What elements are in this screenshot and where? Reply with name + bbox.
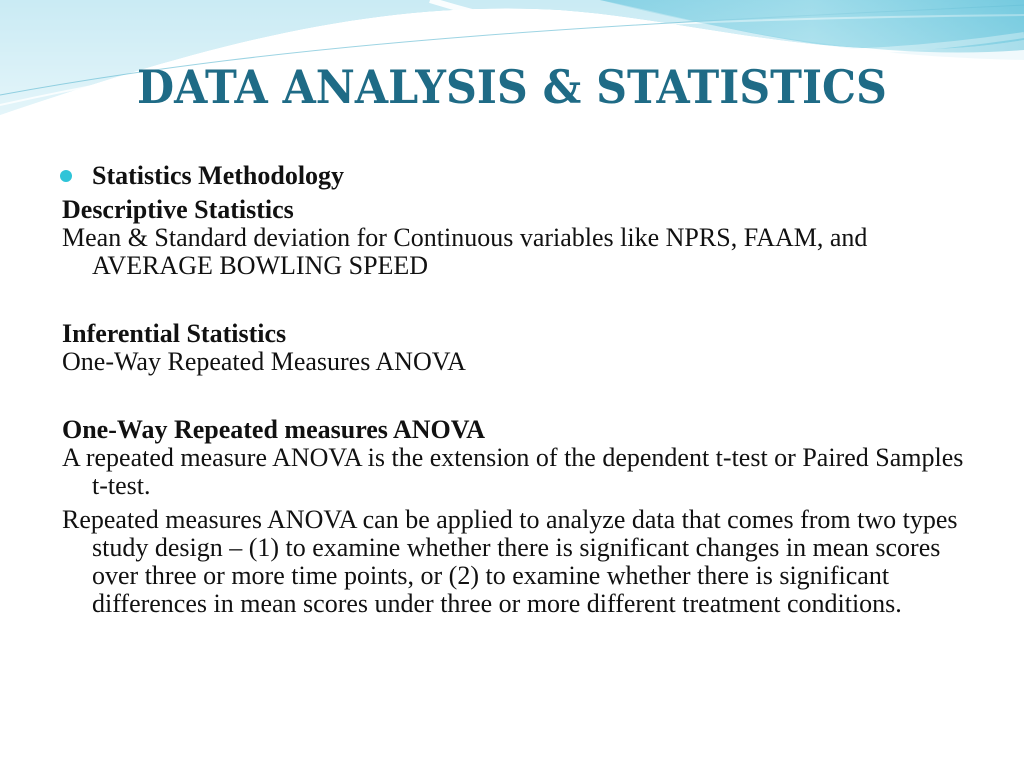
spacer xyxy=(62,382,972,416)
slide-title: DATA ANALYSIS & STATISTICS xyxy=(137,60,887,114)
bullet-item xyxy=(62,162,972,190)
inferential-text: One-Way Repeated Measures ANOVA xyxy=(62,347,466,376)
descriptive-text: Mean & Standard deviation for Continuous variables like NPRS, FAAM, and AVERAGE BOWLING SPEED xyxy=(62,223,868,280)
descriptive-heading: Descriptive Statistics xyxy=(62,195,294,224)
inferential-heading: Inferential Statistics xyxy=(62,319,287,348)
anova-heading: One-Way Repeated measures ANOVA xyxy=(62,415,485,444)
spacer xyxy=(62,286,972,320)
bullet-icon xyxy=(60,170,72,182)
slide-body xyxy=(62,162,972,624)
bullet-text: Statistics Methodology xyxy=(92,161,345,190)
anova-paragraph-1: A repeated measure ANOVA is the extension of the dependent t-test or Paired Samples t-test. xyxy=(62,443,964,500)
anova-paragraph-2: Repeated measures ANOVA can be applied to analyze data that comes from two types study design – (1) to examine whether there is significant changes in mean scores over three or more time points, or (2) to examine whether there is significant differences in mean scores under three or more different treatment conditions. xyxy=(62,505,958,618)
